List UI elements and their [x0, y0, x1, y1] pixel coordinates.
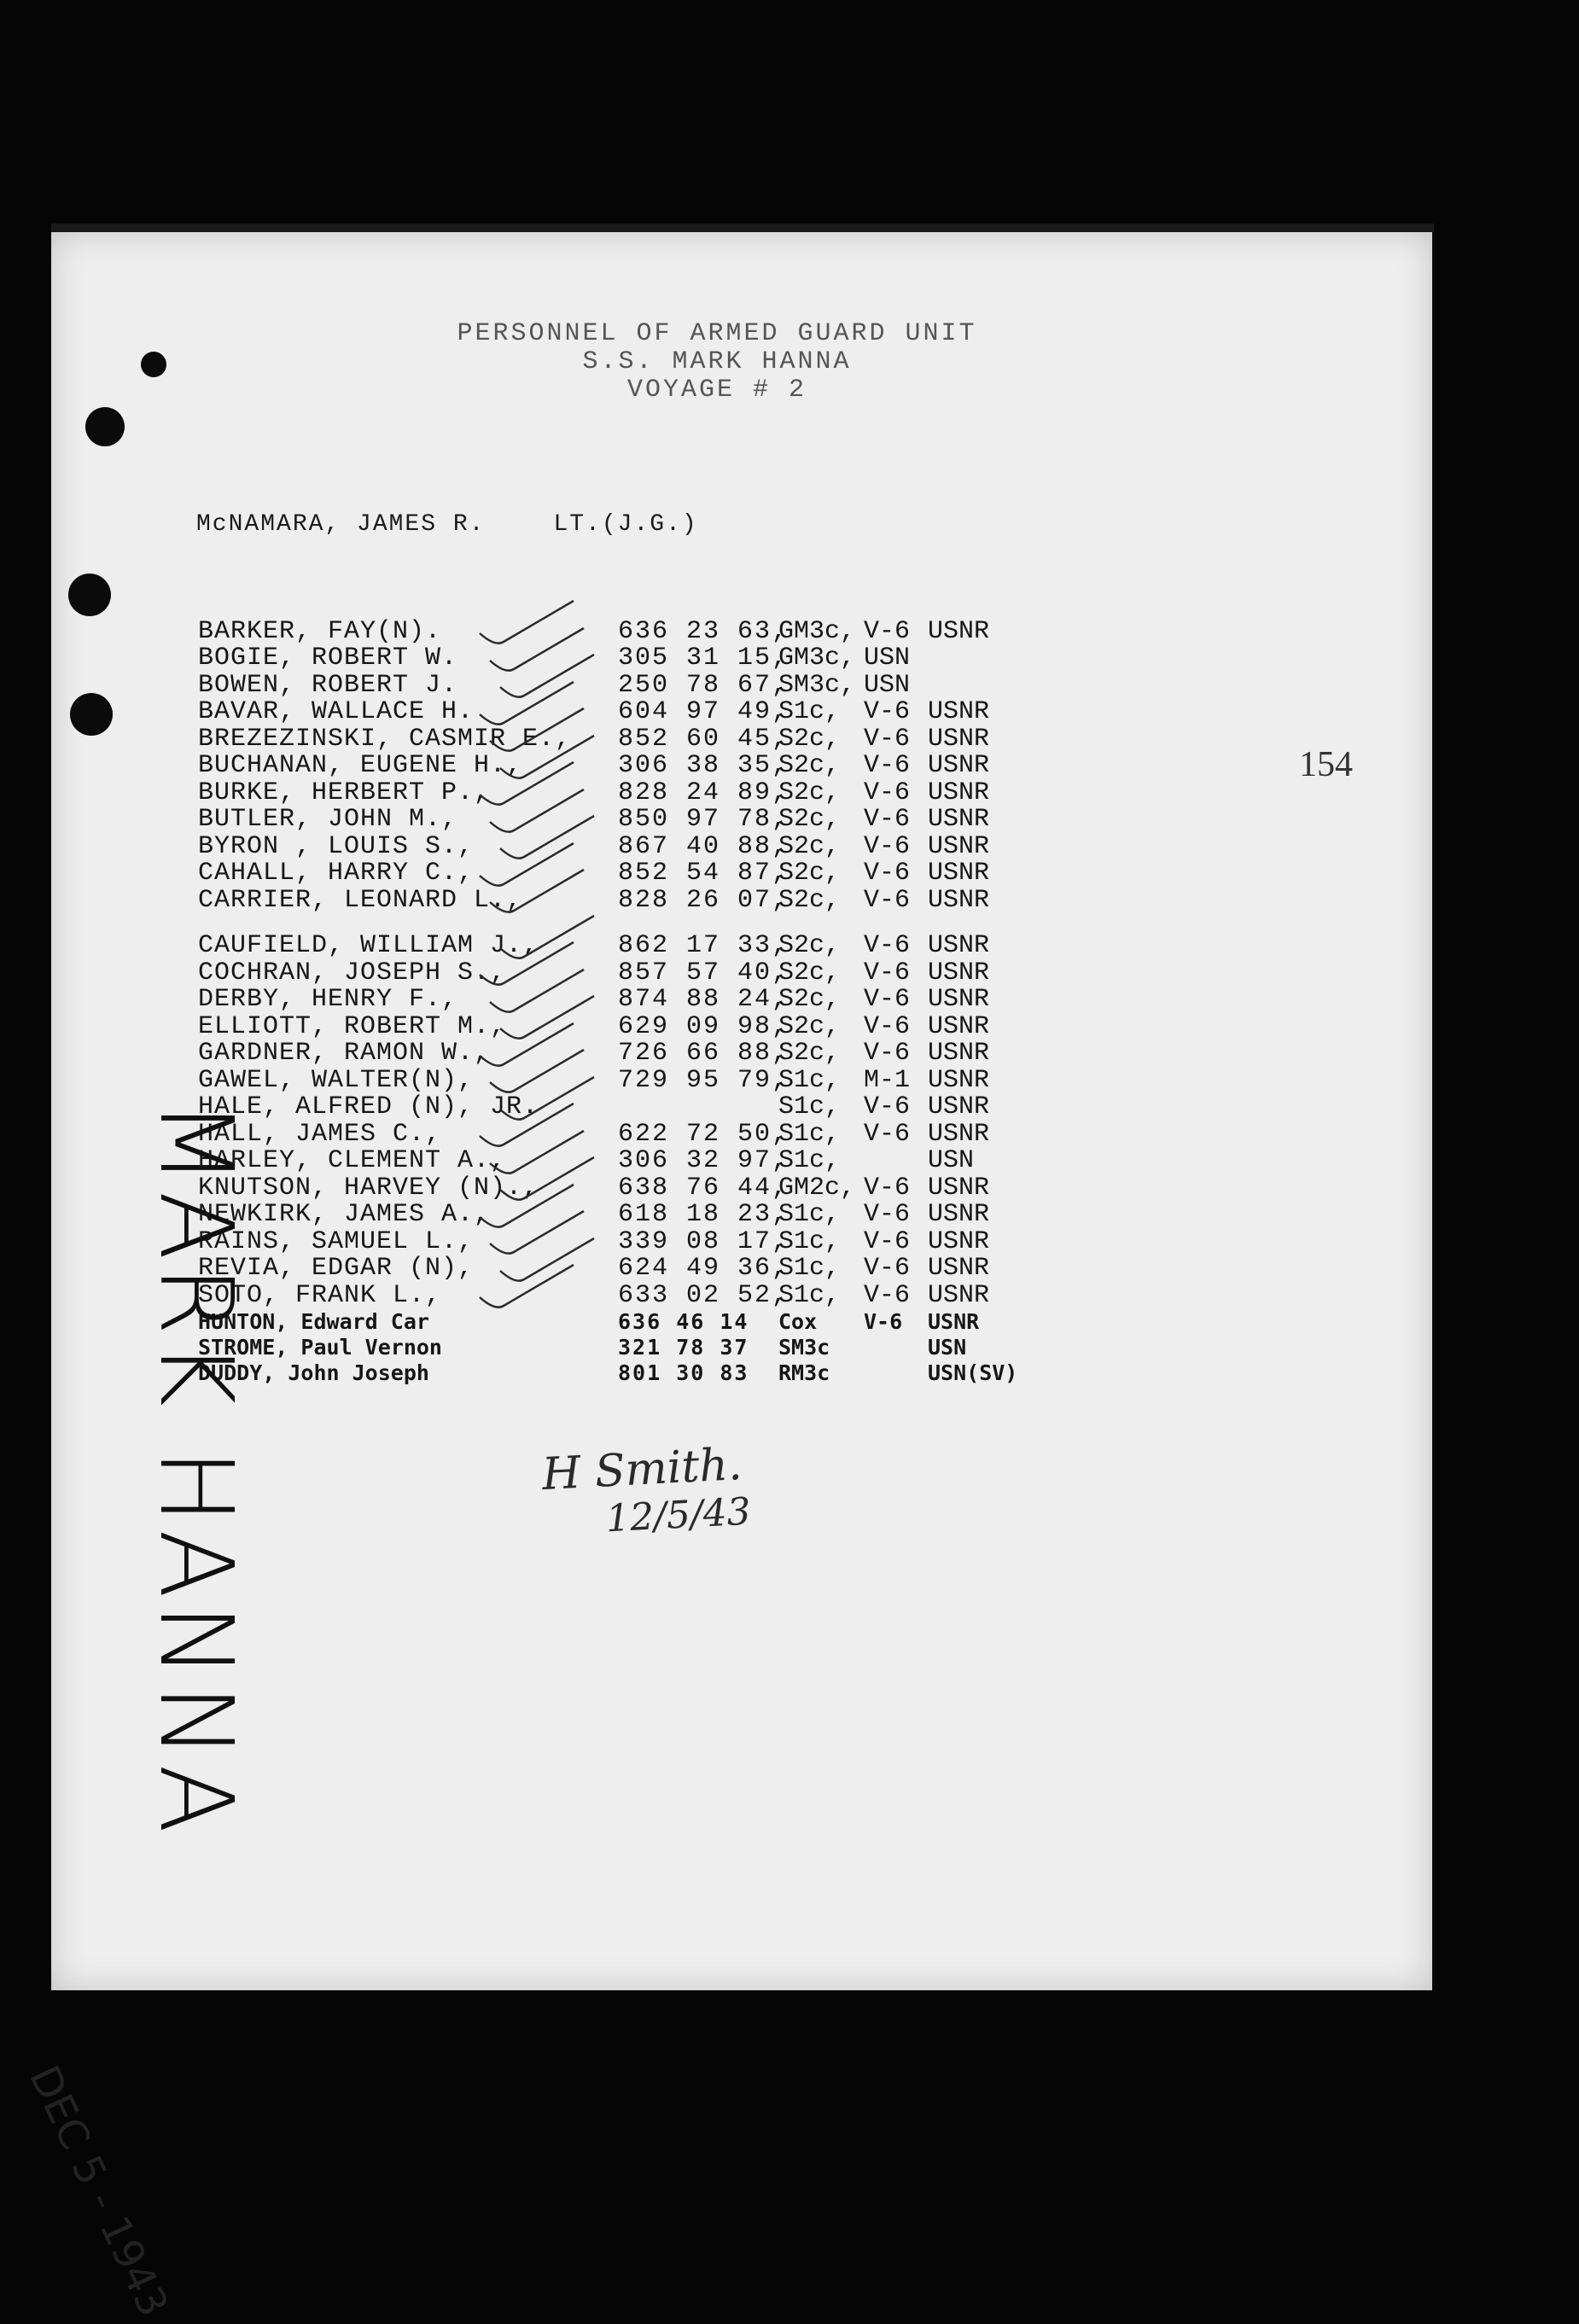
rating: S1c,: [778, 1254, 841, 1284]
rating: S1c,: [778, 1200, 841, 1230]
branch: USNR: [928, 1200, 990, 1230]
roster-row: [198, 833, 1022, 860]
roster-row: [198, 1202, 1022, 1229]
rating: S1c,: [778, 1119, 841, 1149]
service-number: 874 88 24,: [618, 985, 790, 1015]
roster-row: [198, 779, 1022, 807]
roster-row: [198, 987, 1022, 1014]
crew-name: CAUFIELD, WILLIAM J.,: [198, 931, 539, 961]
rating: S2c,: [778, 724, 841, 754]
date-stamp: DEC 5 - 1943: [20, 2059, 178, 2324]
rating: GM3c,: [778, 644, 856, 673]
service-number: 862 17 33,: [618, 931, 790, 961]
rating: S2c,: [778, 985, 841, 1015]
crew-name: BOWEN, ROBERT J.: [198, 670, 458, 700]
crew-name: DUDDY, John Joseph: [198, 1360, 429, 1385]
class: V-6: [864, 1092, 911, 1122]
rating: S2c,: [778, 778, 841, 807]
branch: USNR: [928, 697, 990, 727]
rating: S2c,: [778, 831, 841, 861]
header-line-1: PERSONNEL OF ARMED GUARD UNIT: [457, 319, 977, 348]
class: V-6: [864, 985, 911, 1015]
roster-row: [198, 887, 1022, 914]
roster-row: [198, 1174, 1022, 1202]
commander-rank: LT.(J.G.): [553, 511, 698, 538]
roster-row: [198, 1335, 1022, 1360]
branch: USNR: [928, 885, 990, 915]
header-line-2: S.S. MARK HANNA: [582, 347, 852, 376]
rating: S1c,: [778, 1092, 841, 1122]
rating: S2c,: [778, 751, 841, 781]
service-number: 636 46 14: [618, 1309, 749, 1334]
crew-name: KNUTSON, HARVEY (N).,: [198, 1173, 539, 1203]
service-number: 305 31 15,: [618, 644, 790, 673]
class: V-6: [864, 1119, 911, 1149]
rating: S2c,: [778, 931, 841, 961]
crew-name: REVIA, EDGAR (N),: [198, 1254, 475, 1284]
document-page: [20, 232, 1432, 2324]
branch: USNR: [928, 1309, 980, 1334]
scan-edge-top: [51, 224, 1434, 232]
class: V-6: [864, 831, 911, 861]
rating: SM3c: [778, 1335, 830, 1360]
branch: USNR: [928, 1226, 990, 1256]
class: V-6: [864, 1039, 911, 1069]
punch-hole: [68, 574, 111, 616]
signature-name: H Smith.: [540, 1438, 743, 1501]
roster-row: [198, 1040, 1022, 1068]
class: USN: [864, 670, 911, 700]
rating: S1c,: [778, 1146, 841, 1176]
service-number: 618 18 23,: [618, 1200, 790, 1230]
class: V-6: [864, 1173, 911, 1203]
roster-row: [198, 1255, 1022, 1283]
crew-name: BURKE, HERBERT P.,: [198, 778, 491, 807]
branch: USN(SV): [928, 1360, 1018, 1385]
branch: USN: [928, 1146, 975, 1176]
class: V-6: [864, 778, 911, 807]
roster-row: [198, 807, 1022, 834]
branch: USNR: [928, 1039, 990, 1069]
service-number: 857 57 40,: [618, 958, 790, 987]
class: M-1: [864, 1065, 911, 1095]
service-number: 250 78 67,: [618, 670, 790, 700]
crew-name: BOGIE, ROBERT W.: [198, 644, 458, 673]
branch: USNR: [928, 751, 990, 781]
service-number: 729 95 79,: [618, 1065, 790, 1095]
roster-row: [198, 1148, 1022, 1175]
page-number: 154: [1299, 745, 1353, 784]
class: V-6: [864, 724, 911, 754]
branch: USNR: [928, 831, 990, 861]
service-number: 867 40 88,: [618, 831, 790, 861]
roster-row: [198, 1282, 1022, 1309]
crew-name: STROME, Paul Vernon: [198, 1335, 442, 1360]
rating: GM2c,: [778, 1173, 856, 1203]
branch: USNR: [928, 805, 990, 835]
service-number: 604 97 49,: [618, 697, 790, 727]
crew-name: BUCHANAN, EUGENE H.,: [198, 751, 523, 781]
rating: S1c,: [778, 1065, 841, 1095]
rating: S2c,: [778, 885, 841, 915]
crew-roster: [198, 618, 1022, 1386]
roster-row: [198, 753, 1022, 780]
service-number: 828 24 89,: [618, 778, 790, 807]
service-number: 306 32 97,: [618, 1146, 790, 1176]
branch: USNR: [928, 985, 990, 1015]
roster-row: [198, 725, 1022, 753]
crew-name: BAVAR, WALLACE H.: [198, 697, 475, 727]
branch: USNR: [928, 1011, 990, 1041]
roster-row: [198, 699, 1022, 726]
punch-hole: [141, 352, 166, 377]
class: V-6: [864, 958, 911, 987]
crew-name: HUNTON, Edward Car: [198, 1309, 429, 1334]
rating: S1c,: [778, 1280, 841, 1310]
service-number: 624 49 36,: [618, 1254, 790, 1284]
branch: USNR: [928, 958, 990, 987]
roster-row: [198, 618, 1022, 645]
rating: S2c,: [778, 1011, 841, 1041]
crew-name: ELLIOTT, ROBERT M.,: [198, 1011, 507, 1041]
branch: USNR: [928, 1092, 990, 1122]
rating: S2c,: [778, 958, 841, 987]
rating: S2c,: [778, 805, 841, 835]
class: V-6: [864, 859, 911, 888]
crew-name: HALE, ALFRED (N), JR.: [198, 1092, 539, 1122]
rating: S2c,: [778, 859, 841, 888]
service-number: 321 78 37: [618, 1335, 749, 1360]
service-number: 726 66 88,: [618, 1039, 790, 1069]
service-number: 629 09 98,: [618, 1011, 790, 1041]
service-number: 850 97 78,: [618, 805, 790, 835]
crew-name: SOTO, FRANK L.,: [198, 1280, 442, 1310]
crew-name: CARRIER, LEONARD L.,: [198, 885, 523, 915]
roster-row: [198, 1094, 1022, 1121]
class: V-6: [864, 885, 911, 915]
class: V-6: [864, 931, 911, 961]
class: V-6: [864, 751, 911, 781]
crew-name: HALL, JAMES C.,: [198, 1119, 442, 1149]
crew-name: BYRON , LOUIS S.,: [198, 831, 475, 861]
rating: Cox: [778, 1309, 818, 1334]
punch-hole: [85, 407, 125, 446]
branch: USNR: [928, 616, 990, 646]
class: USN: [864, 644, 911, 673]
signature-date: 12/5/43: [604, 1489, 752, 1541]
crew-name: GAWEL, WALTER(N),: [198, 1065, 475, 1095]
rating: S2c,: [778, 1039, 841, 1069]
class: V-6: [864, 1280, 911, 1310]
roster-row: [198, 1228, 1022, 1255]
crew-name: BARKER, FAY(N).: [198, 616, 442, 646]
service-number: 852 60 45,: [618, 724, 790, 754]
branch: USN: [928, 1335, 967, 1360]
roster-row: [198, 672, 1022, 699]
roster-row: [198, 1309, 1022, 1335]
crew-name: DERBY, HENRY F.,: [198, 985, 458, 1015]
class: V-6: [864, 616, 911, 646]
branch: USNR: [928, 859, 990, 888]
rating: S1c,: [778, 697, 841, 727]
service-number: 306 38 35,: [618, 751, 790, 781]
crew-name: GARDNER, RAMON W.,: [198, 1039, 491, 1069]
roster-row: [198, 1360, 1022, 1386]
branch: USNR: [928, 1119, 990, 1149]
roster-row: [198, 933, 1022, 960]
class: V-6: [864, 805, 911, 835]
crew-name: BUTLER, JOHN M.,: [198, 805, 458, 835]
service-number: 801 30 83: [618, 1360, 749, 1385]
branch: USNR: [928, 1173, 990, 1203]
punch-hole: [70, 693, 113, 736]
class: V-6: [864, 1226, 911, 1256]
class: V-6: [864, 1011, 911, 1041]
branch: USNR: [928, 1280, 990, 1310]
crew-name: NEWKIRK, JAMES A.,: [198, 1200, 491, 1230]
service-number: 339 08 17,: [618, 1226, 790, 1256]
roster-row: [198, 959, 1022, 987]
roster-row: [198, 1067, 1022, 1094]
class: V-6: [864, 1309, 903, 1334]
branch: USNR: [928, 1254, 990, 1284]
service-number: 622 72 50,: [618, 1119, 790, 1149]
roster-row: [198, 645, 1022, 673]
crew-name: HARLEY, CLEMENT A.,: [198, 1146, 507, 1176]
commander-name: McNAMARA, JAMES R.: [196, 511, 486, 538]
crew-name: CAHALL, HARRY C.,: [198, 859, 475, 888]
roster-row: [198, 1013, 1022, 1040]
service-number: 828 26 07,: [618, 885, 790, 915]
crew-name: COCHRAN, JOSEPH S.,: [198, 958, 507, 987]
service-number: 633 02 52,: [618, 1280, 790, 1310]
rating: S1c,: [778, 1226, 841, 1256]
commanding-officer: [196, 511, 698, 538]
rating: SM3c,: [778, 670, 856, 700]
service-number: 638 76 44,: [618, 1173, 790, 1203]
class: V-6: [864, 1200, 911, 1230]
branch: USNR: [928, 724, 990, 754]
roster-row: [198, 1121, 1022, 1148]
class: V-6: [864, 697, 911, 727]
service-number: 636 23 63,: [618, 616, 790, 646]
service-number: 852 54 87,: [618, 859, 790, 888]
rating: RM3c: [778, 1360, 830, 1385]
rating: GM3c,: [778, 616, 856, 646]
header-line-3: VOYAGE # 2: [626, 376, 807, 405]
branch: USNR: [928, 778, 990, 807]
class: V-6: [864, 1254, 911, 1284]
crew-name: BREZEZINSKI, CASMIR E.,: [198, 724, 572, 754]
handwritten-ship-name: MARK HANNA: [137, 1098, 255, 1839]
crew-name: RAINS, SAMUEL L.,: [198, 1226, 475, 1256]
branch: USNR: [928, 931, 990, 961]
roster-row: [198, 860, 1022, 888]
branch: USNR: [928, 1065, 990, 1095]
